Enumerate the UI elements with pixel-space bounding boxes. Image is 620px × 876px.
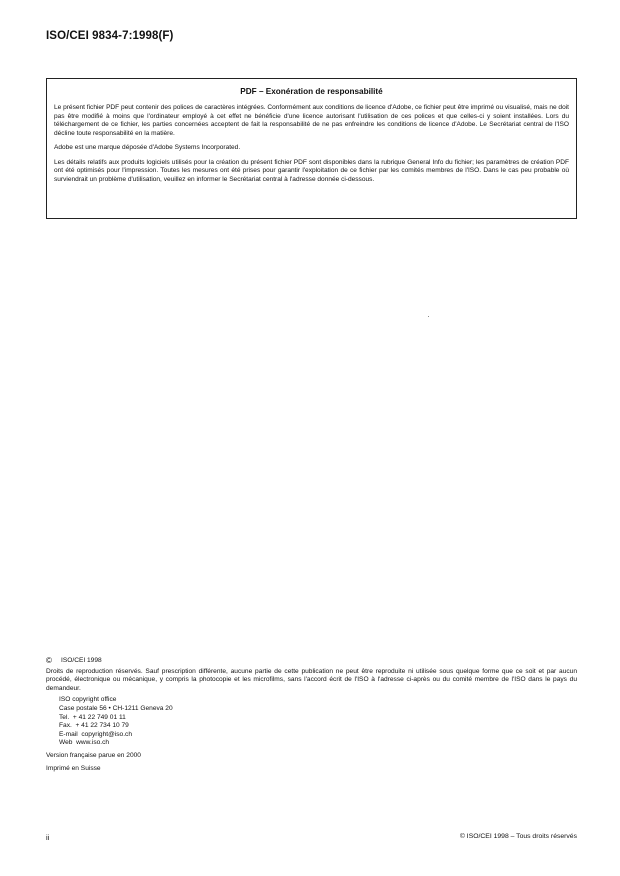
scan-speck bbox=[428, 316, 429, 317]
iso-copyright-office-address bbox=[59, 696, 577, 748]
copyright-block bbox=[46, 657, 577, 777]
address-web: Web www.iso.ch bbox=[59, 739, 110, 747]
address-fax: Fax. + 41 22 734 10 79 bbox=[59, 722, 129, 730]
address-postal: Case postale 56 • CH-1211 Geneva 20 bbox=[59, 704, 173, 712]
copyright-holder-year: ISO/CEI 1998 bbox=[61, 657, 102, 664]
disclaimer-title: PDF – Exonération de responsabilité bbox=[240, 87, 383, 96]
copyright-line bbox=[46, 657, 577, 666]
address-office: ISO copyright office bbox=[59, 696, 117, 704]
printed-in-note: Imprimé en Suisse bbox=[46, 764, 101, 772]
disclaimer-paragraph-fonts: Le présent fichier PDF peut contenir des polices de caractères intégrées. Conformément aux conditions de licence d'Adobe, ce fichier peut être imprimé ou visualisé, mais ne doit pas être modifié à moins que l'ordinateur employé à cet effet ne bénéficie d'une licence autorisant l'utilisation de ces polices et que celles-ci y soient installées. Lors du téléchargement de ce fichier, les parties concernées acceptent de fait la responsabilité de ne pas enfreindre les conditions de licence d'Adobe. Le Secrétariat central de l'ISO décline toute responsabilité en la matière. bbox=[54, 104, 569, 137]
page-number: ii bbox=[46, 833, 50, 842]
address-telephone: Tel. + 41 22 749 01 11 bbox=[59, 713, 126, 721]
disclaimer-paragraph-software-details: Les détails relatifs aux produits logiciels utilisés pour la création du présent fichier PDF sont disponibles dans la rubrique General Info du fichier; les paramètres de création PDF ont été optimisés pour l'impression. Toutes les mesures ont été prises pour garantir l'exploitation de ce fichier par les comités membres de l'ISO. Dans le cas peu probable où surviendrait un problème d'utilisation, veuillez en informer le Secrétariat central à l'adresse donnée ci-dessous. bbox=[54, 158, 569, 183]
footer-rights-notice: © ISO/CEI 1998 – Tous droits réservés bbox=[459, 833, 577, 840]
pdf-disclaimer-box bbox=[46, 78, 577, 219]
document-id-header: ISO/CEI 9834-7:1998(F) bbox=[46, 30, 174, 42]
copyright-icon: © bbox=[46, 656, 52, 665]
disclaimer-paragraph-adobe-trademark: Adobe est une marque déposée d'Adobe Systems Incorporated. bbox=[54, 144, 241, 151]
copyright-rights-text: Droits de reproduction réservés. Sauf prescription différente, aucune partie de cette publication ne peut être reproduite ni utilisée sous quelque forme que ce soit et par aucun procédé, électronique ou mécanique, y compris la photocopie et les microfilms, sans l'accord écrit de l'ISO à l'adresse ci-après ou du comité membre de l'ISO dans le pays du demandeur. bbox=[46, 667, 577, 692]
address-email: E-mail copyright@iso.ch bbox=[59, 730, 133, 738]
version-note: Version française parue en 2000 bbox=[46, 751, 141, 759]
